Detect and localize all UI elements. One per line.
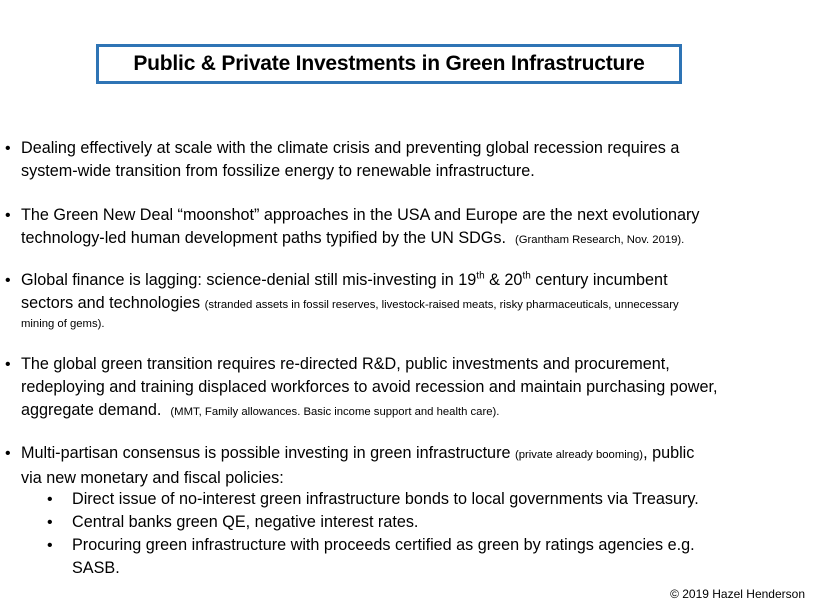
sub-bullet-2-text: Central banks green QE, negative interest rates. [72, 513, 419, 531]
bullet-3-part-3: century incumbent [530, 271, 668, 289]
bullet-2-line-2 [21, 227, 796, 252]
bullet-marker: • [5, 445, 11, 462]
page-title: Public & Private Investments in Green Infrastructure [133, 52, 645, 75]
bullet-2-line-1: The Green New Deal “moonshot” approaches in the USA and Europe are the next evolutionary [21, 206, 700, 224]
bullet-1-text [21, 137, 796, 183]
bullet-2-line-2-main: technology-led human development paths typified by the UN SDGs. [21, 229, 506, 247]
bullet-4-line-1: The global green transition requires re-directed R&D, public investments and procurement, [21, 355, 670, 373]
bullet-4-text [21, 353, 796, 424]
copyright-notice: © 2019 Hazel Henderson [670, 587, 805, 601]
bullet-3-line-2 [21, 292, 796, 317]
bullet-3-part-1: Global finance is lagging: science-denial still mis-investing in 19 [21, 271, 477, 289]
bullet-4-line-2: redeploying and training displaced workforces to avoid recession and maintain purchasing power, [21, 378, 718, 396]
bullet-2-text [21, 204, 796, 252]
bullet-5-part-2: , public [643, 444, 695, 462]
bullet-5-part-1: Multi-partisan consensus is possible investing in green infrastructure [21, 444, 511, 462]
sub-bullet-marker: • [47, 537, 53, 554]
superscript-th: th [522, 270, 531, 282]
bullet-3-line-1 [21, 269, 796, 292]
bullet-marker: • [5, 207, 11, 224]
sub-bullet-3-line-1: Procuring green infrastructure with proceeds certified as green by ratings agencies e.g. [72, 536, 695, 554]
sub-bullet-marker: • [47, 514, 53, 531]
sub-bullet-3-text [72, 534, 792, 580]
bullet-5-line-1 [21, 442, 796, 467]
superscript-th: th [476, 270, 485, 282]
bullet-5-note: (private already booming) [514, 449, 644, 461]
bullet-4-note: (MMT, Family allowances. Basic income support and health care). [170, 406, 500, 418]
bullet-5-text [21, 442, 796, 490]
bullet-3-note: (stranded assets in fossil reserves, livestock-raised meats, risky pharmaceuticals, unnecessary [204, 299, 679, 311]
bullet-4-line-3 [21, 399, 796, 424]
bullet-marker: • [5, 356, 11, 373]
bullet-1-line-2: system-wide transition from fossilize energy to renewable infrastructure. [21, 162, 535, 180]
sub-bullet-marker: • [47, 491, 53, 508]
bullet-1-line-1: Dealing effectively at scale with the climate crisis and preventing global recession requires a [21, 139, 680, 157]
bullet-marker: • [5, 272, 11, 289]
bullet-2-citation: (Grantham Research, Nov. 2019). [515, 234, 685, 246]
bullet-3-line-2-main: sectors and technologies [21, 294, 201, 312]
sub-bullet-3-line-2: SASB. [72, 559, 120, 577]
bullet-marker: • [5, 140, 11, 157]
bullet-4-line-3-main: aggregate demand. [21, 401, 162, 419]
bullet-5-line-2: via new monetary and fiscal policies: [21, 469, 284, 487]
bullet-3-part-2: & 20 [484, 271, 523, 289]
sub-bullet-1-text: Direct issue of no-interest green infrastructure bonds to local governments via Treasury. [72, 490, 699, 508]
bullet-3-note-line-2: mining of gems). [21, 318, 105, 330]
bullet-3-text [21, 269, 796, 331]
title-box [96, 44, 682, 84]
